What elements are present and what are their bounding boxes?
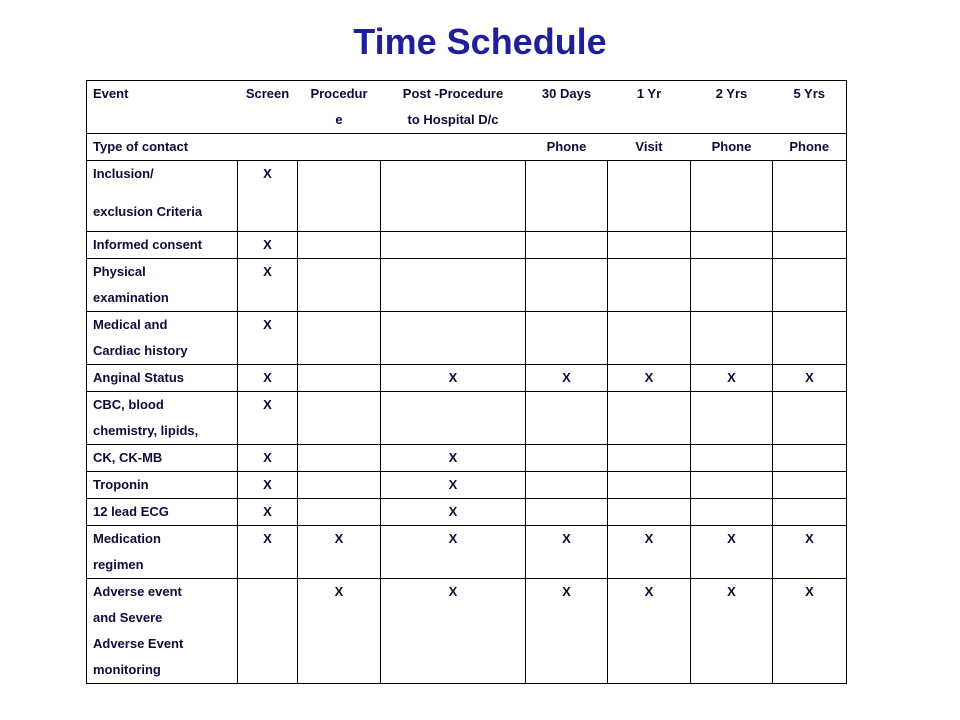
schedule-cell-5-yrs [773, 365, 847, 392]
schedule-cell-2-yrs [691, 161, 773, 232]
schedule-cell-procedure [298, 579, 381, 684]
event-label: Troponin [93, 477, 149, 492]
schedule-cell-post-procedure [381, 392, 526, 445]
column-header-screen [238, 81, 298, 134]
schedule-cell-procedure [298, 134, 381, 161]
schedule-cell-post-procedure [381, 365, 526, 392]
schedule-mark: X [448, 531, 458, 546]
schedule-cell-30-days [526, 134, 608, 161]
schedule-cell-5-yrs [773, 312, 847, 365]
table-row [87, 526, 847, 579]
schedule-mark: X [805, 584, 814, 599]
schedule-cell-1-yr [608, 259, 691, 312]
time-schedule-table [86, 80, 847, 684]
table-row [87, 312, 847, 365]
header-row [87, 81, 847, 134]
schedule-mark: Phone [711, 139, 752, 154]
schedule-mark: X [263, 504, 272, 519]
schedule-cell-1-yr [608, 445, 691, 472]
schedule-cell-5-yrs [773, 472, 847, 499]
schedule-cell-procedure [298, 392, 381, 445]
table-row [87, 134, 847, 161]
schedule-cell-procedure [298, 312, 381, 365]
schedule-mark: X [448, 584, 458, 599]
schedule-cell-30-days [526, 259, 608, 312]
schedule-cell-screen [238, 472, 298, 499]
event-cell [87, 472, 238, 499]
column-header-procedure [298, 81, 381, 134]
schedule-cell-procedure [298, 499, 381, 526]
event-label: 12 lead ECG [93, 504, 169, 519]
column-header-label: 1 Yr [636, 86, 662, 101]
schedule-cell-1-yr [608, 579, 691, 684]
column-header-event [87, 81, 238, 134]
schedule-cell-2-yrs [691, 312, 773, 365]
schedule-cell-procedure [298, 161, 381, 232]
schedule-mark: X [727, 584, 736, 599]
schedule-cell-2-yrs [691, 365, 773, 392]
event-cell [87, 365, 238, 392]
schedule-cell-post-procedure [381, 579, 526, 684]
column-header-label: 30 Days [541, 86, 592, 101]
schedule-cell-screen [238, 312, 298, 365]
event-cell [87, 579, 238, 684]
schedule-cell-procedure [298, 259, 381, 312]
event-label: Informed consent [93, 237, 203, 252]
schedule-cell-screen [238, 392, 298, 445]
schedule-cell-post-procedure [381, 445, 526, 472]
column-header-5-yrs [773, 81, 847, 134]
event-label: Inclusion/ exclusion Criteria [93, 166, 203, 219]
column-header-label: 2 Yrs [715, 86, 748, 101]
schedule-cell-screen [238, 259, 298, 312]
schedule-mark: X [263, 450, 272, 465]
column-header-label: Screen [245, 86, 290, 101]
table-row [87, 472, 847, 499]
schedule-cell-post-procedure [381, 499, 526, 526]
event-label: Medical and Cardiac history [93, 317, 188, 358]
schedule-cell-2-yrs [691, 232, 773, 259]
schedule-cell-screen [238, 365, 298, 392]
schedule-cell-2-yrs [691, 526, 773, 579]
table-row [87, 161, 847, 232]
schedule-cell-procedure [298, 472, 381, 499]
schedule-mark: X [448, 477, 458, 492]
table-row [87, 259, 847, 312]
schedule-mark: X [644, 531, 654, 546]
schedule-cell-1-yr [608, 365, 691, 392]
schedule-cell-5-yrs [773, 445, 847, 472]
schedule-cell-2-yrs [691, 134, 773, 161]
schedule-cell-procedure [298, 232, 381, 259]
schedule-mark: Visit [635, 139, 663, 154]
schedule-mark: X [562, 370, 571, 385]
schedule-mark: X [727, 531, 736, 546]
schedule-cell-procedure [298, 526, 381, 579]
schedule-cell-1-yr [608, 161, 691, 232]
schedule-cell-30-days [526, 499, 608, 526]
schedule-cell-screen [238, 445, 298, 472]
schedule-cell-1-yr [608, 392, 691, 445]
schedule-cell-5-yrs [773, 499, 847, 526]
schedule-cell-1-yr [608, 134, 691, 161]
event-label: CK, CK-MB [93, 450, 163, 465]
table-row [87, 232, 847, 259]
event-cell [87, 526, 238, 579]
event-cell [87, 134, 238, 161]
schedule-mark: Phone [789, 139, 830, 154]
event-cell [87, 161, 238, 232]
column-header-2-yrs [691, 81, 773, 134]
schedule-cell-post-procedure [381, 312, 526, 365]
schedule-cell-5-yrs [773, 134, 847, 161]
event-label: Type of contact [93, 139, 189, 154]
table-row [87, 445, 847, 472]
schedule-mark: X [448, 504, 458, 519]
schedule-cell-procedure [298, 445, 381, 472]
schedule-cell-2-yrs [691, 392, 773, 445]
schedule-mark: X [727, 370, 736, 385]
schedule-cell-2-yrs [691, 472, 773, 499]
schedule-cell-5-yrs [773, 161, 847, 232]
schedule-cell-post-procedure [381, 259, 526, 312]
event-label: Medication regimen [93, 531, 161, 572]
schedule-cell-5-yrs [773, 579, 847, 684]
schedule-cell-30-days [526, 579, 608, 684]
column-header-label: Post -Procedure to Hospital D/c [402, 86, 504, 127]
schedule-cell-30-days [526, 232, 608, 259]
schedule-mark: X [448, 450, 458, 465]
schedule-mark: X [644, 584, 654, 599]
event-cell [87, 499, 238, 526]
schedule-cell-30-days [526, 392, 608, 445]
schedule-cell-1-yr [608, 472, 691, 499]
schedule-cell-30-days [526, 365, 608, 392]
schedule-mark: X [263, 477, 272, 492]
schedule-mark: X [334, 531, 344, 546]
schedule-mark: X [644, 370, 654, 385]
schedule-cell-post-procedure [381, 472, 526, 499]
schedule-mark: X [263, 370, 272, 385]
slide-title: Time Schedule [353, 21, 607, 62]
event-label: CBC, blood chemistry, lipids, [93, 397, 199, 438]
schedule-cell-screen [238, 232, 298, 259]
schedule-cell-post-procedure [381, 526, 526, 579]
schedule-mark: X [562, 531, 571, 546]
schedule-cell-30-days [526, 526, 608, 579]
schedule-mark: X [263, 317, 272, 332]
schedule-cell-post-procedure [381, 134, 526, 161]
schedule-mark: X [263, 531, 272, 546]
table-row [87, 365, 847, 392]
column-header-label: Event [93, 86, 129, 101]
schedule-mark: X [334, 584, 344, 599]
table-row [87, 392, 847, 445]
schedule-mark: X [263, 237, 272, 252]
schedule-cell-5-yrs [773, 392, 847, 445]
schedule-mark: X [263, 264, 272, 279]
event-label: Adverse event and Severe Adverse Event monitoring [93, 584, 184, 677]
schedule-cell-screen [238, 526, 298, 579]
schedule-cell-30-days [526, 161, 608, 232]
schedule-cell-1-yr [608, 499, 691, 526]
column-header-1-yr [608, 81, 691, 134]
schedule-mark: X [448, 370, 458, 385]
table-row [87, 499, 847, 526]
schedule-mark: Phone [546, 139, 587, 154]
column-header-label: Procedur e [310, 86, 368, 127]
schedule-cell-screen [238, 499, 298, 526]
schedule-cell-2-yrs [691, 579, 773, 684]
event-cell [87, 445, 238, 472]
schedule-cell-5-yrs [773, 526, 847, 579]
column-header-label: 5 Yrs [793, 86, 826, 101]
schedule-cell-5-yrs [773, 259, 847, 312]
schedule-mark: X [562, 584, 571, 599]
schedule-cell-2-yrs [691, 499, 773, 526]
event-cell [87, 259, 238, 312]
schedule-cell-screen [238, 161, 298, 232]
table-body [87, 134, 847, 684]
event-cell [87, 232, 238, 259]
schedule-cell-2-yrs [691, 259, 773, 312]
schedule-cell-30-days [526, 472, 608, 499]
schedule-cell-1-yr [608, 312, 691, 365]
table-row [87, 579, 847, 684]
column-header-30-days [526, 81, 608, 134]
schedule-cell-screen [238, 579, 298, 684]
schedule-mark: X [805, 531, 814, 546]
event-cell [87, 312, 238, 365]
schedule-cell-2-yrs [691, 445, 773, 472]
event-label: Anginal Status [93, 370, 185, 385]
schedule-cell-1-yr [608, 232, 691, 259]
schedule-cell-30-days [526, 445, 608, 472]
schedule-cell-post-procedure [381, 161, 526, 232]
schedule-cell-30-days [526, 312, 608, 365]
column-header-post-procedure [381, 81, 526, 134]
schedule-cell-1-yr [608, 526, 691, 579]
schedule-cell-5-yrs [773, 232, 847, 259]
schedule-mark: X [263, 166, 272, 181]
schedule-cell-screen [238, 134, 298, 161]
table-header [87, 81, 847, 134]
event-cell [87, 392, 238, 445]
event-label: Physical examination [93, 264, 169, 305]
schedule-cell-procedure [298, 365, 381, 392]
schedule-cell-post-procedure [381, 232, 526, 259]
schedule-mark: X [805, 370, 814, 385]
schedule-mark: X [263, 397, 272, 412]
